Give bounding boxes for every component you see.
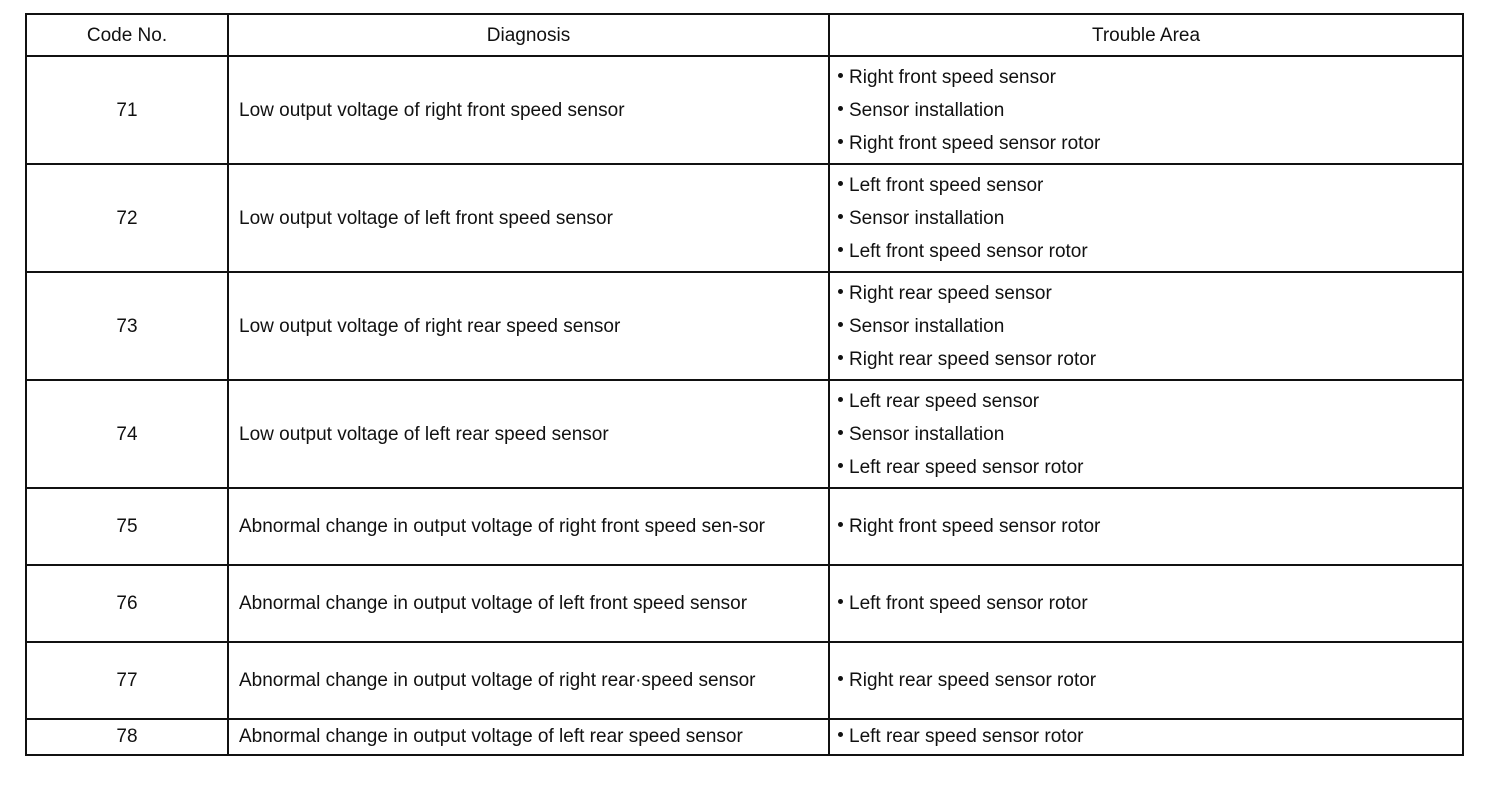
- bullet-icon: [838, 139, 843, 144]
- trouble-area-list: [838, 277, 1462, 376]
- trouble-area-text: Right rear speed sensor rotor: [849, 670, 1097, 691]
- diagnostic-code-table: [25, 13, 1464, 756]
- trouble-area-item: [838, 277, 1462, 310]
- trouble-area-text: Left rear speed sensor rotor: [849, 456, 1084, 478]
- trouble-area-list: [838, 510, 1462, 543]
- trouble-area-item: [838, 451, 1462, 484]
- trouble-area-text: Sensor installation: [849, 423, 1005, 445]
- trouble-area-cell: [829, 719, 1463, 755]
- trouble-area-cell: [829, 56, 1463, 164]
- trouble-area-text: Left rear speed sensor: [849, 390, 1040, 412]
- trouble-area-item: [838, 587, 1462, 620]
- bullet-icon: [838, 106, 843, 111]
- trouble-area-item: [838, 169, 1462, 202]
- trouble-area-cell: [829, 565, 1463, 642]
- table-row: [26, 719, 1463, 755]
- trouble-area-item: [838, 418, 1462, 451]
- table-row: [26, 642, 1463, 719]
- diagnosis-cell: Low output voltage of left front speed sensor: [228, 164, 829, 272]
- trouble-area-item: [838, 343, 1462, 376]
- bullet-icon: [838, 732, 843, 737]
- trouble-area-text: Right front speed sensor rotor: [849, 132, 1101, 154]
- trouble-area-list: [838, 169, 1462, 268]
- trouble-area-cell: [829, 488, 1463, 565]
- trouble-area-list: [838, 385, 1462, 484]
- bullet-icon: [838, 463, 843, 468]
- trouble-area-item: [838, 664, 1462, 697]
- bullet-icon: [838, 355, 843, 360]
- trouble-area-list: [838, 61, 1462, 160]
- code-cell: 78: [26, 719, 228, 755]
- trouble-area-cell: [829, 164, 1463, 272]
- bullet-icon: [838, 73, 843, 78]
- code-cell: 77: [26, 642, 228, 719]
- bullet-icon: [838, 522, 843, 527]
- trouble-area-item: [838, 510, 1462, 543]
- table-header: [26, 14, 1463, 56]
- code-cell: 74: [26, 380, 228, 488]
- code-cell: 75: [26, 488, 228, 565]
- trouble-area-text: Left front speed sensor rotor: [849, 240, 1088, 262]
- table-row: [26, 488, 1463, 565]
- table-row: [26, 56, 1463, 164]
- trouble-area-text: Right front speed sensor rotor: [849, 516, 1101, 537]
- table-body: [26, 56, 1463, 755]
- header-trouble-area: Trouble Area: [829, 14, 1463, 56]
- bullet-icon: [838, 676, 843, 681]
- trouble-area-list: [838, 587, 1462, 620]
- header-code-no: Code No.: [26, 14, 228, 56]
- trouble-area-item: [838, 310, 1462, 343]
- table-row: [26, 272, 1463, 380]
- trouble-area-item: [838, 385, 1462, 418]
- diagnosis-cell: Low output voltage of left rear speed sensor: [228, 380, 829, 488]
- trouble-area-text: Left rear speed sensor rotor: [849, 726, 1084, 747]
- trouble-area-text: Left front speed sensor rotor: [849, 593, 1088, 614]
- trouble-area-text: Sensor installation: [849, 99, 1005, 121]
- bullet-icon: [838, 289, 843, 294]
- bullet-icon: [838, 599, 843, 604]
- trouble-area-text: Right rear speed sensor: [849, 282, 1052, 304]
- bullet-icon: [838, 181, 843, 186]
- code-cell: 72: [26, 164, 228, 272]
- trouble-area-item: [838, 722, 1462, 752]
- trouble-area-text: Sensor installation: [849, 315, 1005, 337]
- trouble-area-text: Right rear speed sensor rotor: [849, 348, 1097, 370]
- trouble-area-item: [838, 235, 1462, 268]
- trouble-area-text: Sensor installation: [849, 207, 1005, 229]
- trouble-area-item: [838, 61, 1462, 94]
- diagnosis-cell: Abnormal change in output voltage of right rear·speed sensor: [228, 642, 829, 719]
- trouble-area-text: Left front speed sensor: [849, 174, 1044, 196]
- trouble-area-list: [838, 664, 1462, 697]
- trouble-area-cell: [829, 380, 1463, 488]
- trouble-area-cell: [829, 272, 1463, 380]
- trouble-area-list: [838, 722, 1462, 752]
- trouble-area-cell: [829, 642, 1463, 719]
- table-row: [26, 565, 1463, 642]
- trouble-area-item: [838, 127, 1462, 160]
- bullet-icon: [838, 322, 843, 327]
- diagnosis-cell: Abnormal change in output voltage of left rear speed sensor: [228, 719, 829, 755]
- header-diagnosis: Diagnosis: [228, 14, 829, 56]
- bullet-icon: [838, 397, 843, 402]
- diagnosis-cell: Abnormal change in output voltage of left front speed sensor: [228, 565, 829, 642]
- trouble-area-text: Right front speed sensor: [849, 66, 1057, 88]
- diagnosis-cell: Low output voltage of right rear speed sensor: [228, 272, 829, 380]
- bullet-icon: [838, 430, 843, 435]
- code-cell: 76: [26, 565, 228, 642]
- table-row: [26, 380, 1463, 488]
- diagnosis-cell: Abnormal change in output voltage of right front speed sen-sor: [228, 488, 829, 565]
- header-row: [26, 14, 1463, 56]
- bullet-icon: [838, 214, 843, 219]
- trouble-area-item: [838, 94, 1462, 127]
- diagnosis-cell: Low output voltage of right front speed sensor: [228, 56, 829, 164]
- bullet-icon: [838, 247, 843, 252]
- code-cell: 71: [26, 56, 228, 164]
- table-row: [26, 164, 1463, 272]
- trouble-area-item: [838, 202, 1462, 235]
- code-cell: 73: [26, 272, 228, 380]
